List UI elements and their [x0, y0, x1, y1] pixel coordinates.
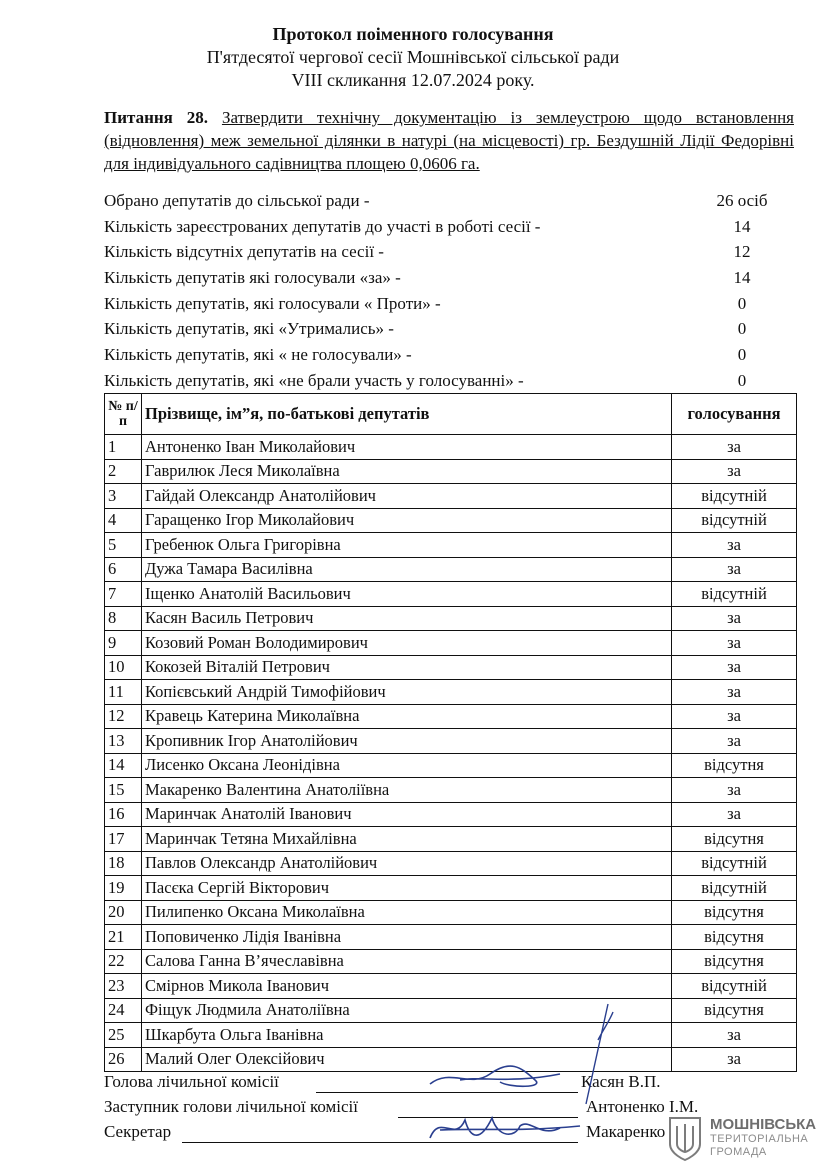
stat-row: [104, 188, 794, 214]
session-subtitle: П'ятдесятої чергової сесії Мошнівської сільської ради: [206, 47, 620, 67]
vote-result: відсутня: [672, 998, 797, 1023]
table-row: [105, 753, 797, 778]
stat-value: 0: [737, 370, 747, 390]
table-row: [105, 778, 797, 803]
table-row: [105, 655, 797, 680]
deputy-name: Макаренко Валентина Анатоліївна: [142, 778, 672, 803]
roll-call-table: [104, 393, 797, 1072]
stat-value: 26 осіб: [716, 191, 768, 210]
vote-result: за: [672, 655, 797, 680]
table-row: [105, 851, 797, 876]
stat-row: [104, 368, 794, 394]
stat-label: Кількість відсутніх депутатів на сесії -: [104, 242, 384, 262]
table-row: [105, 557, 797, 582]
vote-result: відсутня: [672, 827, 797, 852]
vote-result: відсутній: [672, 508, 797, 533]
watermark-line2: ТЕРИТОРІАЛЬНА: [710, 1133, 809, 1145]
deputy-name: Кравець Катерина Миколаївна: [142, 704, 672, 729]
table-row: [105, 1023, 797, 1048]
row-number: 12: [105, 704, 142, 729]
row-number: 13: [105, 729, 142, 754]
vote-result: відсутня: [672, 925, 797, 950]
vote-result: за: [672, 729, 797, 754]
handwritten-signature-chair: [420, 1058, 580, 1098]
vote-result: за: [672, 1047, 797, 1072]
stat-row: [104, 265, 794, 291]
stat-value: 12: [733, 242, 751, 262]
table-row: [105, 827, 797, 852]
stat-value: 14: [733, 268, 751, 288]
row-number: 23: [105, 974, 142, 999]
deputy-name: Гайдай Олександр Анатолійович: [142, 484, 672, 509]
deputy-name: Гребенюк Ольга Григорівна: [142, 533, 672, 558]
row-number: 24: [105, 998, 142, 1023]
deputy-name: Пасєка Сергій Вікторович: [142, 876, 672, 901]
deputy-name: Малий Олег Олексійович: [142, 1047, 672, 1072]
row-number: 20: [105, 900, 142, 925]
stat-label: Кількість депутатів, які « не голосували» -: [104, 345, 412, 365]
table-row: [105, 974, 797, 999]
vote-result: відсутній: [672, 974, 797, 999]
deputy-name: Антоненко Іван Миколайович: [142, 435, 672, 460]
vote-result: за: [672, 704, 797, 729]
table-row: [105, 459, 797, 484]
deputy-name: Кропивник Ігор Анатолійович: [142, 729, 672, 754]
deputy-name: Лисенко Оксана Леонідівна: [142, 753, 672, 778]
table-row: [105, 802, 797, 827]
vote-result: відсутній: [672, 851, 797, 876]
deputy-name: Смірнов Микола Іванович: [142, 974, 672, 999]
stat-value: 0: [737, 345, 747, 365]
table-row: [105, 606, 797, 631]
row-number: 16: [105, 802, 142, 827]
row-number: 10: [105, 655, 142, 680]
table-row: [105, 949, 797, 974]
community-watermark: [666, 1114, 816, 1164]
table-row: [105, 998, 797, 1023]
vote-statistics: [104, 188, 794, 394]
deputy-name: Шкарбута Ольга Іванівна: [142, 1023, 672, 1048]
handwritten-mark: [578, 1000, 618, 1110]
stat-value: 0: [737, 319, 747, 339]
signature-role: Голова лічильної комісії: [104, 1072, 279, 1091]
header-vote: голосування: [672, 394, 797, 435]
vote-result: за: [672, 631, 797, 656]
signature-name: Макаренко: [586, 1122, 666, 1141]
signature-role: Секретар: [104, 1122, 172, 1141]
stat-label: Кількість депутатів, які «не брали участь у голосуванні» -: [104, 370, 524, 390]
row-number: 15: [105, 778, 142, 803]
table-row: [105, 435, 797, 460]
deputy-name: Гаврилюк Леся Миколаївна: [142, 459, 672, 484]
row-number: 3: [105, 484, 142, 509]
session-convocation-date: VIII скликання 12.07.2024 року.: [291, 70, 535, 90]
stat-row: [104, 316, 794, 342]
row-number: 9: [105, 631, 142, 656]
stat-row: [104, 214, 794, 240]
stat-label: Кількість депутатів, які голосували « Проти» -: [104, 293, 441, 313]
table-row: [105, 900, 797, 925]
table-row: [105, 876, 797, 901]
vote-result: відсутній: [672, 876, 797, 901]
row-number: 4: [105, 508, 142, 533]
deputy-name: Гаращенко Ігор Миколайович: [142, 508, 672, 533]
stat-row: [104, 342, 794, 368]
deputy-name: Дужа Тамара Василівна: [142, 557, 672, 582]
stat-label: Обрано депутатів до сільської ради -: [104, 191, 370, 210]
deputy-name: Салова Ганна В’ячеславівна: [142, 949, 672, 974]
vote-result: за: [672, 557, 797, 582]
deputy-name: Кокозей Віталій Петрович: [142, 655, 672, 680]
deputy-name: Касян Василь Петрович: [142, 606, 672, 631]
watermark-line3: ГРОМАДА: [710, 1146, 767, 1158]
trident-emblem-icon: [666, 1114, 704, 1162]
deputy-name: Козовий Роман Володимирович: [142, 631, 672, 656]
table-row: [105, 582, 797, 607]
header-name: Прізвище, ім”я, по-батькові депутатів: [142, 394, 672, 435]
deputy-name: Пилипенко Оксана Миколаївна: [142, 900, 672, 925]
vote-result: відсутня: [672, 753, 797, 778]
vote-result: за: [672, 606, 797, 631]
table-row: [105, 631, 797, 656]
stat-value: 0: [737, 293, 747, 313]
stat-row: [104, 239, 794, 265]
vote-result: за: [672, 802, 797, 827]
table-row: [105, 533, 797, 558]
table-row: [105, 925, 797, 950]
table-header-row: [105, 394, 797, 435]
stat-label: Кількість депутатів які голосували «за» -: [104, 268, 401, 288]
vote-result: відсутній: [672, 484, 797, 509]
agenda-question: [104, 106, 794, 175]
deputy-name: Іщенко Анатолій Васильович: [142, 582, 672, 607]
vote-result: за: [672, 435, 797, 460]
vote-result: відсутня: [672, 900, 797, 925]
protocol-title: Протокол поіменного голосування: [272, 24, 554, 44]
question-number: Питання 28.: [104, 108, 209, 127]
row-number: 1: [105, 435, 142, 460]
vote-result: відсутня: [672, 949, 797, 974]
row-number: 5: [105, 533, 142, 558]
vote-result: за: [672, 778, 797, 803]
vote-result: за: [672, 680, 797, 705]
deputy-name: Копієвський Андрій Тимофійович: [142, 680, 672, 705]
vote-result: за: [672, 459, 797, 484]
row-number: 17: [105, 827, 142, 852]
question-text: Затвердити технічну документацію із землеустрою щодо встановлення (відновлення) меж земельної ділянки в натурі (на місцевості) гр. Бездушній Лідії Федорівні для індивідуального садівництва площею 0,0606 га.: [104, 108, 794, 173]
row-number: 2: [105, 459, 142, 484]
signature-name: Антоненко І.М.: [586, 1097, 699, 1116]
deputy-name: Поповиченко Лідія Іванівна: [142, 925, 672, 950]
row-number: 21: [105, 925, 142, 950]
row-number: 26: [105, 1047, 142, 1072]
vote-result: відсутній: [672, 582, 797, 607]
table-row: [105, 704, 797, 729]
table-row: [105, 508, 797, 533]
row-number: 14: [105, 753, 142, 778]
table-row: [105, 729, 797, 754]
signature-name: Касян В.П.: [581, 1072, 661, 1091]
row-number: 6: [105, 557, 142, 582]
row-number: 19: [105, 876, 142, 901]
row-number: 18: [105, 851, 142, 876]
stat-row: [104, 291, 794, 317]
row-number: 25: [105, 1023, 142, 1048]
deputy-name: Павлов Олександр Анатолійович: [142, 851, 672, 876]
row-number: 11: [105, 680, 142, 705]
table-row: [105, 484, 797, 509]
row-number: 22: [105, 949, 142, 974]
deputy-name: Маринчак Тетяна Михайлівна: [142, 827, 672, 852]
stat-label: Кількість зареєстрованих депутатів до участі в роботі сесії -: [104, 216, 541, 236]
watermark-line1: МОШНІВСЬКА: [710, 1116, 817, 1133]
table-row: [105, 680, 797, 705]
deputy-name: Маринчак Анатолій Іванович: [142, 802, 672, 827]
signature-role: Заступник голови лічильної комісії: [104, 1097, 359, 1116]
stat-value: 14: [733, 216, 751, 236]
vote-result: за: [672, 533, 797, 558]
deputy-name: Фіщук Людмила Анатоліївна: [142, 998, 672, 1023]
row-number: 7: [105, 582, 142, 607]
header-number: № п/п: [105, 394, 142, 435]
handwritten-signature-secretary: [420, 1108, 590, 1148]
stat-label: Кількість депутатів, які «Утримались» -: [104, 319, 394, 339]
row-number: 8: [105, 606, 142, 631]
vote-result: за: [672, 1023, 797, 1048]
